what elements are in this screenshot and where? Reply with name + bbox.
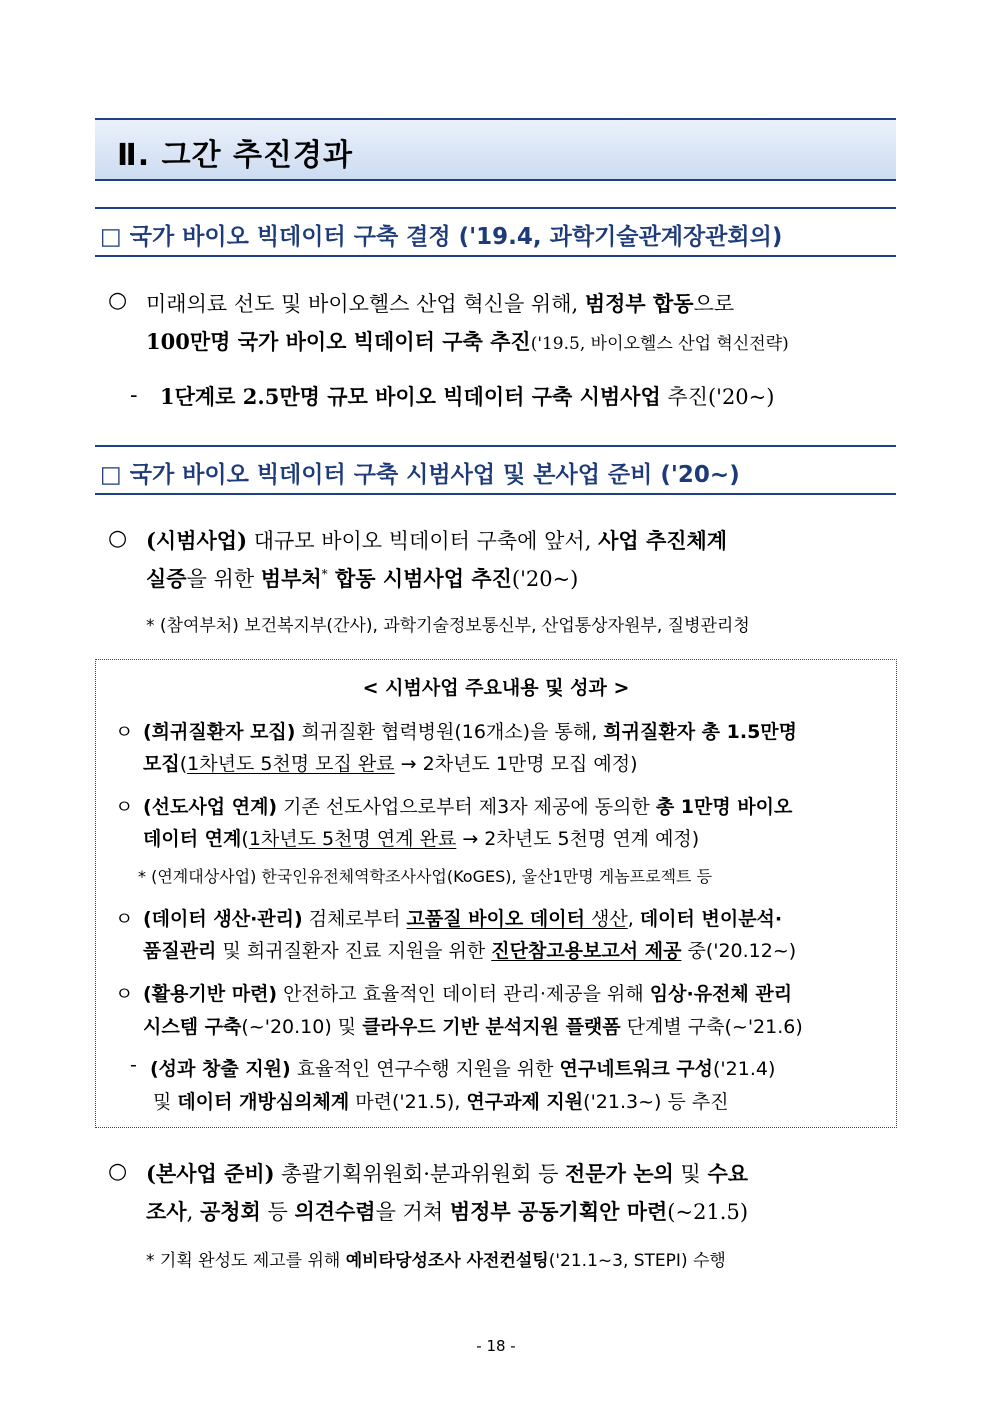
box-line: 품질관리 및 희귀질환자 진료 지원을 위한 진단참고용보고서 제공 중('20.12~) [143,940,797,962]
item-marker: ㅇ [115,983,134,1005]
box-footnote: * (연계대상사업) 한국인유전체역학조사사업(KoGES), 울산1만명 게놈프로젝트 등 [138,867,713,886]
footnote: * 기획 완성도 제고를 위해 예비타당성조사 사전컨설팅('21.1~3, STEPI) 수행 [146,1251,726,1271]
paragraph-line: (시범사업) 대규모 바이오 빅데이터 구축에 앞서, 사업 추진체계 [146,528,728,553]
box-line: 모집(1차년도 5천명 모집 완료 → 2차년도 1만명 모집 예정) [143,753,638,775]
bullet-circle-icon: ○ [108,288,128,313]
item-marker: ㅇ [115,721,134,743]
dash-marker: - [130,1054,137,1076]
chapter-title: Ⅱ. 그간 추진경과 [117,138,353,173]
paragraph-line: 조사, 공청회 등 의견수렴을 거쳐 범정부 공동기획안 마련(~21.5) [146,1199,749,1224]
dash-marker: - [130,383,138,407]
paragraph-line: 100만명 국가 바이오 빅데이터 구축 추진('19.5, 바이오헬스 산업 혁신전략) [146,329,789,354]
footnote: * (참여부처) 보건복지부(간사), 과학기술정보통신부, 산업통상자원부, 질병관리청 [146,616,750,636]
bullet-circle-icon: ○ [108,1159,128,1184]
bullet-circle-icon: ○ [108,526,128,551]
box-title: < 시범사업 주요내용 및 성과 > [362,677,630,699]
box-line: (희귀질환자 모집) 희귀질환 협력병원(16개소)을 통해, 희귀질환자 총 1.5만명 [143,721,798,743]
box-line: (성과 창출 지원) 효율적인 연구수행 지원을 위한 연구네트워크 구성('21.4) [150,1058,776,1080]
box-line: (데이터 생산·관리) 검체로부터 고품질 바이오 데이터 생산, 데이터 변이분석· [143,908,783,930]
item-marker: ㅇ [115,796,134,818]
box-line: 데이터 연계(1차년도 5천명 연계 완료 → 2차년도 5천명 연계 예정) [143,828,700,850]
paragraph-line: 실증을 위한 범부처* 합동 시범사업 추진('20~) [146,566,579,591]
paragraph-line: (본사업 준비) 총괄기획위원회·분과위원회 등 전문가 논의 및 수요 [146,1161,749,1186]
section-header-1-text: □ 국가 바이오 빅데이터 구축 결정 ('19.4, 과학기술관계장관회의) [100,224,783,250]
section-header-1 [95,207,896,257]
section-header-2 [95,445,896,495]
box-line: 시스템 구축(~'20.10) 및 클라우드 기반 분석지원 플랫폼 단계별 구축(~'21.6) [143,1016,803,1038]
box-line: (활용기반 마련) 안전하고 효율적인 데이터 관리·제공을 위해 임상·유전체 관리 [143,983,793,1005]
box-line: (선도사업 연계) 기존 선도사업으로부터 제3자 제공에 동의한 총 1만명 바이오 [143,796,793,818]
box-line: 및 데이터 개방심의체계 마련('21.5), 연구과제 지원('21.3~) 등 추진 [153,1091,729,1113]
chapter-heading [95,118,896,181]
paragraph-line: 1단계로 2.5만명 규모 바이오 빅데이터 구축 시범사업 추진('20~) [160,384,775,409]
section-header-2-text: □ 국가 바이오 빅데이터 구축 시범사업 및 본사업 준비 ('20~) [100,462,740,488]
page-number: - 18 - [476,1337,516,1355]
item-marker: ㅇ [115,908,134,930]
paragraph-line: 미래의료 선도 및 바이오헬스 산업 혁신을 위해, 범정부 합동으로 [146,291,735,316]
